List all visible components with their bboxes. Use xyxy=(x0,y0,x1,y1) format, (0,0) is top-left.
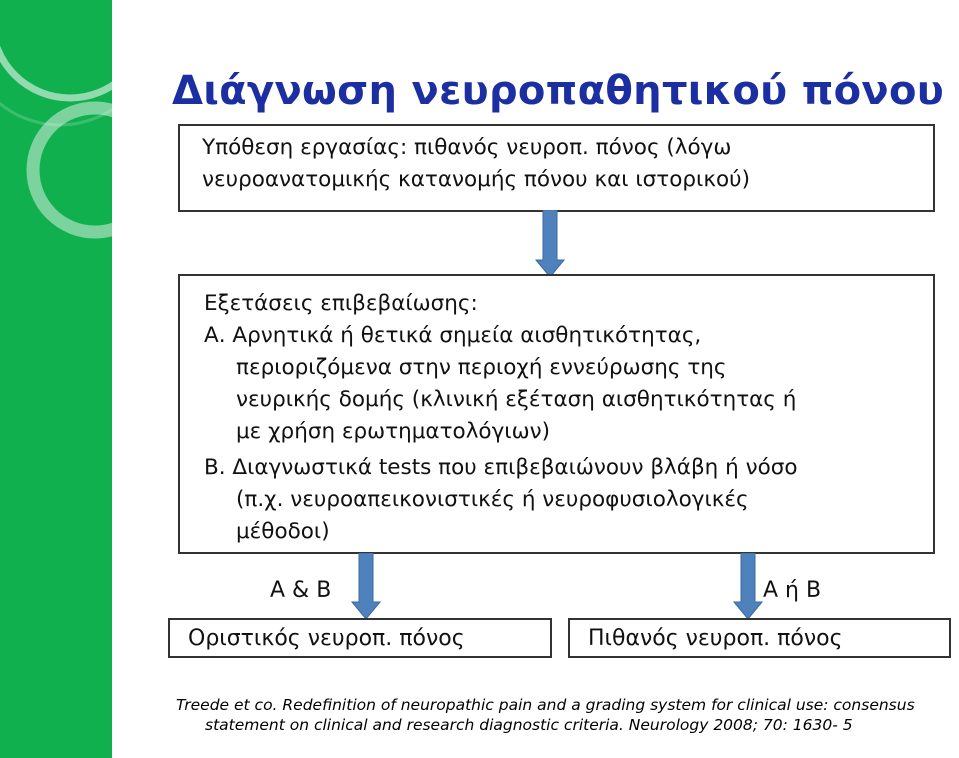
condition-a-or-b: Α ή Β xyxy=(763,578,822,603)
definite-pain-label: Οριστικός νευροπ. πόνος xyxy=(188,626,465,651)
condition-a-and-b: Α & Β xyxy=(270,578,332,603)
decorative-sidebar xyxy=(0,0,112,758)
exams-a-line-4: με χρήση ερωτηματολόγιων) xyxy=(236,419,550,444)
exams-b-line-3: μέθοδοι) xyxy=(236,519,330,544)
down-arrow-icon xyxy=(535,210,565,278)
exams-a-line-3: νευρικής δομής (κλινική εξέταση αισθητικότητας ή xyxy=(236,387,797,412)
probable-pain-label: Πιθανός νευροπ. πόνος xyxy=(588,626,843,651)
decorative-circles xyxy=(0,0,112,758)
exams-b-line-2: (π.χ. νευροαπεικονιστικές ή νευροφυσιολογικές xyxy=(236,487,749,512)
page-title: Διάγνωση νευροπαθητικού πόνου xyxy=(172,68,945,114)
down-arrow-icon xyxy=(733,553,763,620)
exams-heading: Εξετάσεις επιβεβαίωσης: xyxy=(204,291,478,316)
hypothesis-line-2: νευροανατομικής κατανομής πόνου και ιστορικού) xyxy=(202,167,750,192)
hypothesis-line-1: Υπόθεση εργασίας: πιθανός νευροπ. πόνος (λόγω xyxy=(202,135,732,160)
down-arrow-icon xyxy=(351,553,381,620)
exams-a-line-2: περιοριζόμενα στην περιοχή εννεύρωσης της xyxy=(236,355,727,380)
exams-b-line-1: Β. Διαγνωστικά tests που επιβεβαιώνουν βλάβη ή νόσο xyxy=(204,455,798,480)
confirmation-exams-box xyxy=(178,274,935,554)
hypothesis-box xyxy=(178,124,935,212)
citation-line-1: Treede et co. Redefinition of neuropathic pain and a grading system for clinical use: consensus xyxy=(176,696,915,714)
probable-pain-box xyxy=(568,618,951,658)
citation-line-2: statement on clinical and research diagnostic criteria. Neurology 2008; 70: 1630- 5 xyxy=(205,716,853,734)
exams-a-line-1: Α. Αρνητικά ή θετικά σημεία αισθητικότητας, xyxy=(204,323,702,348)
definite-pain-box xyxy=(168,618,552,658)
